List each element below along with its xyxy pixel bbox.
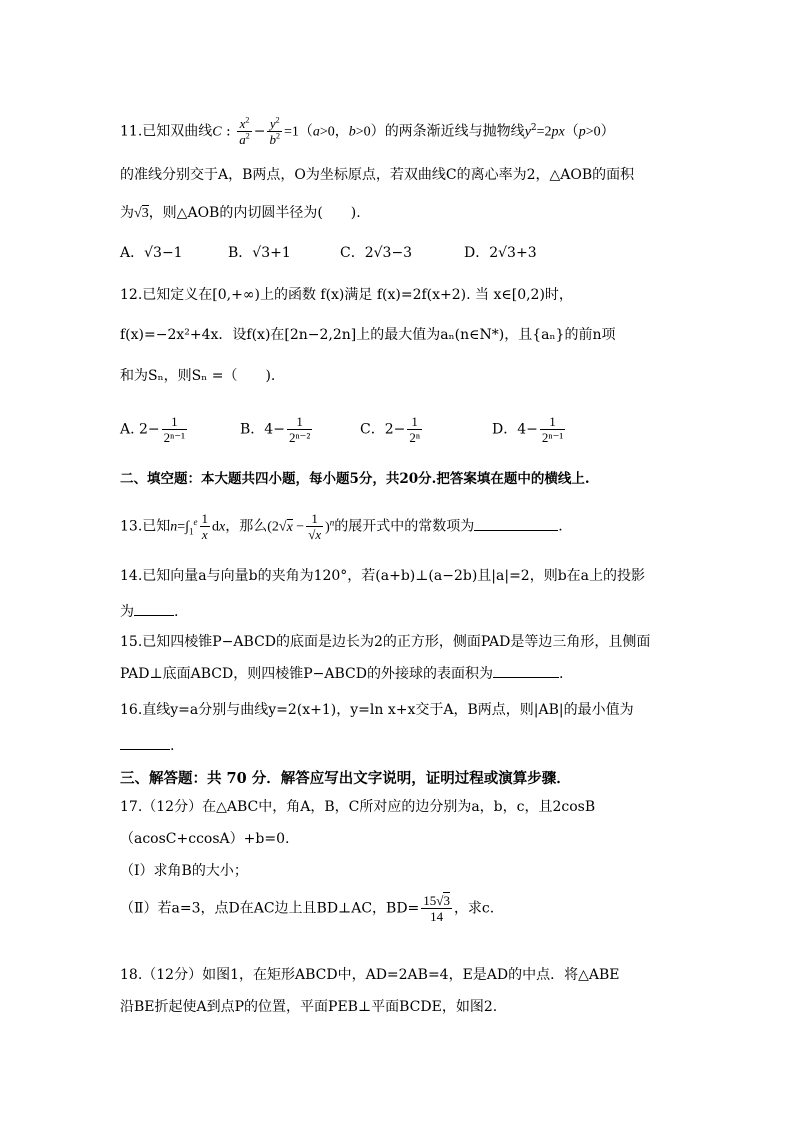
q14-line2-text: 为 (120, 604, 134, 620)
q11-line3: 为√3，则△AOB的内切圆半径为( ). (120, 205, 361, 221)
q12-line2: f(x)=−2x²+4x．设f(x)在[2n−2,2n]上的最大值为aₙ(n∈N*)，且{aₙ}的前n项 (120, 327, 616, 343)
q17-part2-suffix: ，求c. (453, 900, 495, 917)
q12-option-b-den: 2ⁿ⁻² (288, 430, 311, 445)
q13-mid: ，那么 (225, 518, 268, 535)
q16-blank[interactable] (120, 749, 170, 750)
q17-line2: （acosC+ccosA）+b=0. (120, 831, 290, 847)
q15-blank[interactable] (493, 677, 559, 678)
q12-option-a: A. 2− $\frac{1}{\text{2ⁿ⁻¹}}$ (120, 414, 186, 445)
section3-heading: 三、解答题：共 70 分．解答应写出文字说明，证明过程或演算步骤． (120, 770, 571, 787)
q15-line1: 15.已知四棱锥P−ABCD的底面是边长为2的正方形，侧面PAD是等边三角形，且侧面 (120, 634, 651, 650)
q12-option-a-label: A. 2− (120, 421, 160, 438)
q18-line2: 沿BE折起使A到点P的位置，平面PEB⊥平面BCDE，如图2. (120, 999, 498, 1015)
q14-line2: 为 . (120, 604, 179, 620)
q11-line3-suffix: ，则△AOB的内切圆半径为( ). (148, 205, 361, 221)
q12-option-c-label: C．2− (360, 421, 406, 438)
q16-line2: . (120, 736, 174, 756)
q11-option-c: C．2√3−3 (340, 245, 413, 261)
q11-options (120, 243, 537, 263)
q11-text: 11.已知双曲线 (120, 123, 213, 140)
q17-line1: 17.（12分）在△ABC中，角A，B，C所对应的边分别为a，b，c，且2cosB (120, 799, 596, 815)
q12-option-b: B．4− $\frac{1}{\text{2ⁿ⁻²}}$ (240, 414, 311, 445)
q12-line3: 和为Sₙ，则Sₙ =（ ). (120, 368, 276, 384)
q16-line1: 16.直线y=a分别与曲线y=2(x+1)，y=ln x+x交于A，B两点，则|AB|的最小值为 (120, 702, 634, 718)
q12-line1: 12.已知定义在[0,+∞)上的函数 f(x)满足 f(x)=2f(x+2). 当 x∈[0,2)时， (120, 287, 573, 303)
q12-option-c: C．2− $\frac{1}{\text{2ⁿ}}$ (360, 414, 420, 445)
q12-option-d-den: 2ⁿ⁻¹ (541, 430, 564, 445)
q13-line: 13.已知$n=\int_1^e$ $\frac{1}{x}$ dx，那么(2√x − $\frac{1}{√x}$ )$^n$的展开式中的常数项为 . (120, 511, 563, 542)
q11-option-d: D．2√3+3 (464, 245, 537, 261)
q18-line1: 18.（12分）如图1，在矩形ABCD中，AD=2AB=4，E是AD的中点．将△ABE (120, 967, 620, 983)
q13-suffix: 的展开式中的常数项为 (334, 518, 475, 535)
q11-line3-prefix: 为 (120, 205, 134, 221)
q15-line2: PAD⊥底面ABCD，则四棱锥P−ABCD的外接球的表面积为 . (120, 666, 564, 682)
q12-option-d-label: D．4− (492, 421, 538, 438)
q11-option-b: B．√3+1 (228, 245, 291, 261)
q11-line2: 的准线分别交于A，B两点，O为坐标原点，若双曲线C的离心率为2，△AOB的面积 (120, 167, 635, 183)
q17-part1: （Ⅰ）求角B的大小； (120, 863, 248, 879)
q12-option-b-label: B．4− (240, 421, 285, 438)
q12-options (120, 414, 567, 445)
q12-option-c-den: 2ⁿ (409, 430, 420, 445)
q14-line1: 14.已知向量a与向量b的夹角为120°，若(a+b)⊥(a−2b)且|a|=2，则b在a上的投影 (120, 568, 646, 584)
q17-part2-prefix: （Ⅱ）若a=3，点D在AC边上且BD⊥AC，BD= (120, 900, 420, 917)
q17-part2: （Ⅱ）若a=3，点D在AC边上且BD⊥AC，BD= $\frac{15√3}{14}$ ，求c. (120, 893, 495, 924)
q12-option-a-den: 2ⁿ⁻¹ (163, 430, 186, 445)
q11-text-mid: 的两条渐近线与抛物线 (384, 123, 525, 140)
q15-line2-text: PAD⊥底面ABCD，则四棱锥P−ABCD的外接球的表面积为 (120, 666, 493, 682)
section2-heading: 二、填空题：本大题共四小题，每小题5分，共20分.把答案填在题中的横线上. (120, 471, 590, 487)
q13-prefix: 13.已知 (120, 518, 171, 535)
q14-blank[interactable] (134, 615, 174, 616)
q11-option-a: A．√3−1 (120, 245, 183, 261)
q12-option-d: D．4− $\frac{1}{\text{2ⁿ⁻¹}}$ (492, 414, 564, 445)
q11-line1: 11.已知双曲线C : $\frac{x^2}{a^2}$ − $\frac{y^2}{b^2}$ =1（a>0，b>0）的两条渐近线与抛物线$y^2=2px(p>0)$ (120, 115, 615, 147)
q13-blank[interactable] (474, 530, 558, 531)
